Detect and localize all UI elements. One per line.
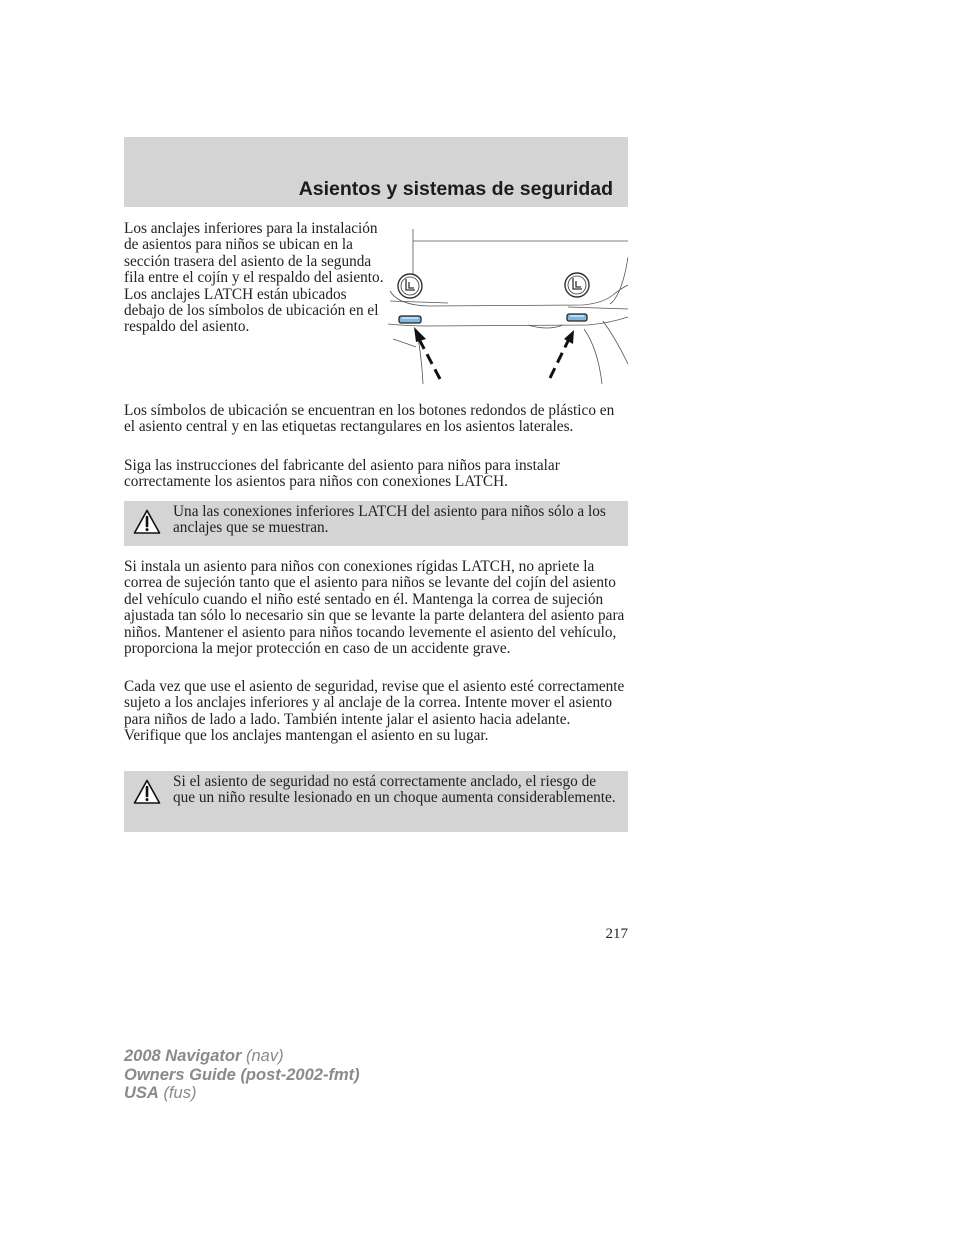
symbols-paragraph: Los símbolos de ubicación se encuentran en los botones redondos de plástico en el asiento central y en las etiquetas rectangulares en los asientos laterales. <box>124 402 615 436</box>
document-footer <box>124 1047 360 1103</box>
page-number: 217 <box>605 926 628 942</box>
warning-box-anchoring <box>124 771 628 832</box>
section-header-band <box>124 137 628 207</box>
intro-paragraph: Los anclajes inferiores para la instalación de asientos para niños se ubican en la sección trasera del asiento de la segunda fila entre el cojín y el respaldo del asiento. Los anclajes LATCH están ubicados debajo de los símbolos de ubicación en el respaldo del asiento. <box>124 220 384 336</box>
latch-anchor-left <box>399 316 421 323</box>
footer-region: USA <box>124 1084 159 1102</box>
footer-model-code: (nav) <box>246 1047 284 1065</box>
pointer-arrow-right <box>550 330 574 378</box>
latch-anchor-right <box>567 314 587 321</box>
warning-box-latch <box>124 501 628 546</box>
instructions-paragraph: Siga las instrucciones del fabricante del asiento para niños para instalar correctamente los asientos para niños con conexiones LATCH. <box>124 457 560 491</box>
pointer-arrow-left <box>414 327 440 379</box>
check-seat-paragraph: Cada vez que use el asiento de seguridad, revise que el asiento esté correctamente sujeto a los anclajes inferiores y al anclaje de la correa. Intente mover el asiento para niños de lado a lado. También intente jalar el asiento hacia adelante. Verifique que los anclajes mantengan el asiento en su lugar. <box>124 678 625 745</box>
warning-text: Una las conexiones inferiores LATCH del asiento para niños sólo a los anclajes que se muestran. <box>173 503 606 537</box>
footer-model: 2008 Navigator <box>124 1047 242 1065</box>
footer-model-line <box>124 1047 360 1066</box>
warning-triangle-icon <box>133 779 161 805</box>
warning-text: Si el asiento de seguridad no está correctamente anclado, el riesgo de que un niño resulte lesionado en un choque aumenta considerablemente. <box>173 773 616 807</box>
child-seat-anchor-icon <box>565 273 589 297</box>
section-title: Asientos y sistemas de seguridad <box>298 178 613 200</box>
warning-triangle-icon <box>133 509 161 535</box>
footer-region-line <box>124 1084 360 1103</box>
child-seat-anchor-icon <box>398 274 422 298</box>
rigid-latch-paragraph: Si instala un asiento para niños con conexiones rígidas LATCH, no apriete la correa de sujeción tanto que el asiento para niños se levante del cojín del asiento del vehículo cuando el niño esté sentado en él. Mantenga la correa de sujeción ajustada tan sólo lo necesario sin que se levante la parte delantera del asiento para niños. Mantener el asiento para niños tocando levemente el asiento del vehículo, proporciona la mejor protección en caso de un accidente grave. <box>124 558 625 658</box>
footer-guide-line <box>124 1066 360 1085</box>
footer-guide: Owners Guide (post-2002-fmt) <box>124 1065 360 1084</box>
footer-region-code: (fus) <box>163 1084 197 1102</box>
latch-anchor-illustration <box>388 229 628 384</box>
